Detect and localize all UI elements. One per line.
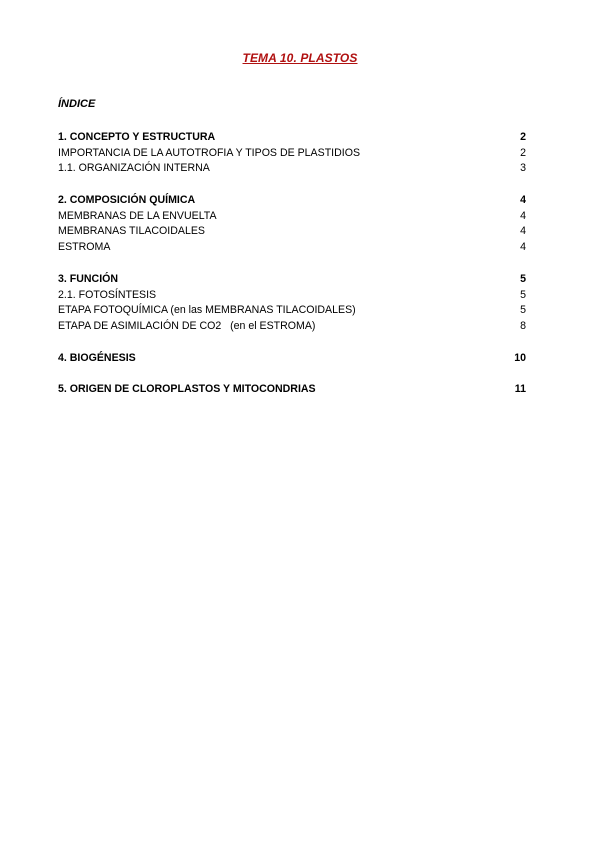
toc-entry: [58, 209, 526, 225]
toc-entry: [58, 146, 526, 162]
toc-section-1: [58, 130, 526, 146]
toc-entry-title: MEMBRANAS DE LA ENVUELTA: [58, 209, 217, 222]
toc-entry: [58, 319, 526, 335]
toc-entry: [58, 288, 526, 304]
toc-page-number: 8: [520, 319, 526, 332]
toc-page-number: 4: [520, 225, 526, 238]
toc-entry: [58, 224, 526, 240]
toc-page-number: 5: [520, 304, 526, 317]
toc-page-number: 2: [520, 146, 526, 159]
toc-entry-title: ESTROMA: [58, 241, 111, 254]
toc-entry-title: 4. BIOGÉNESIS: [58, 351, 136, 364]
toc-page-number: 2: [520, 131, 526, 143]
toc-entry-title: IMPORTANCIA DE LA AUTOTROFIA Y TIPOS DE PLASTIDIOS: [58, 146, 361, 159]
toc-page-number: 3: [520, 162, 526, 175]
toc-page-number: 11: [514, 383, 526, 396]
toc-entry-title: 2.1. FOTOSÍNTESIS: [58, 288, 157, 301]
document-title: TEMA 10. PLASTOS: [242, 51, 358, 65]
toc-page-number: 10: [514, 351, 526, 364]
toc-entry-title: MEMBRANAS TILACOIDALES: [58, 225, 205, 238]
toc-section-4: [58, 351, 526, 367]
toc-entry-title: 5. ORIGEN DE CLOROPLASTOS Y MITOCONDRIAS: [58, 383, 316, 396]
toc-page-number: 4: [520, 194, 526, 207]
table-of-contents: [58, 130, 526, 398]
toc-section-3: [58, 272, 526, 288]
toc-entry: [58, 161, 526, 177]
toc-section-2: [58, 193, 526, 209]
toc-entry: [58, 240, 526, 256]
toc-section-5: [58, 382, 526, 398]
toc-entry-title: 3. FUNCIÓN: [58, 272, 119, 285]
toc-entry-title: ETAPA FOTOQUÍMICA (en las MEMBRANAS TILACOIDALES): [58, 304, 356, 317]
toc-page-number: 4: [520, 209, 526, 222]
toc-entry-title: 1.1. ORGANIZACIÓN INTERNA: [58, 162, 210, 175]
toc-page-number: 4: [520, 241, 526, 254]
index-heading: ÍNDICE: [58, 98, 96, 110]
toc-page-number: 5: [520, 272, 526, 285]
toc-entry-title: ETAPA DE ASIMILACIÓN DE CO2 (en el ESTROMA): [58, 319, 316, 332]
toc-entry: [58, 303, 526, 319]
toc-entry-title: 1. CONCEPTO Y ESTRUCTURA: [58, 131, 216, 143]
toc-entry-title: 2. COMPOSICIÓN QUÍMICA: [58, 194, 196, 207]
toc-page-number: 5: [520, 288, 526, 301]
